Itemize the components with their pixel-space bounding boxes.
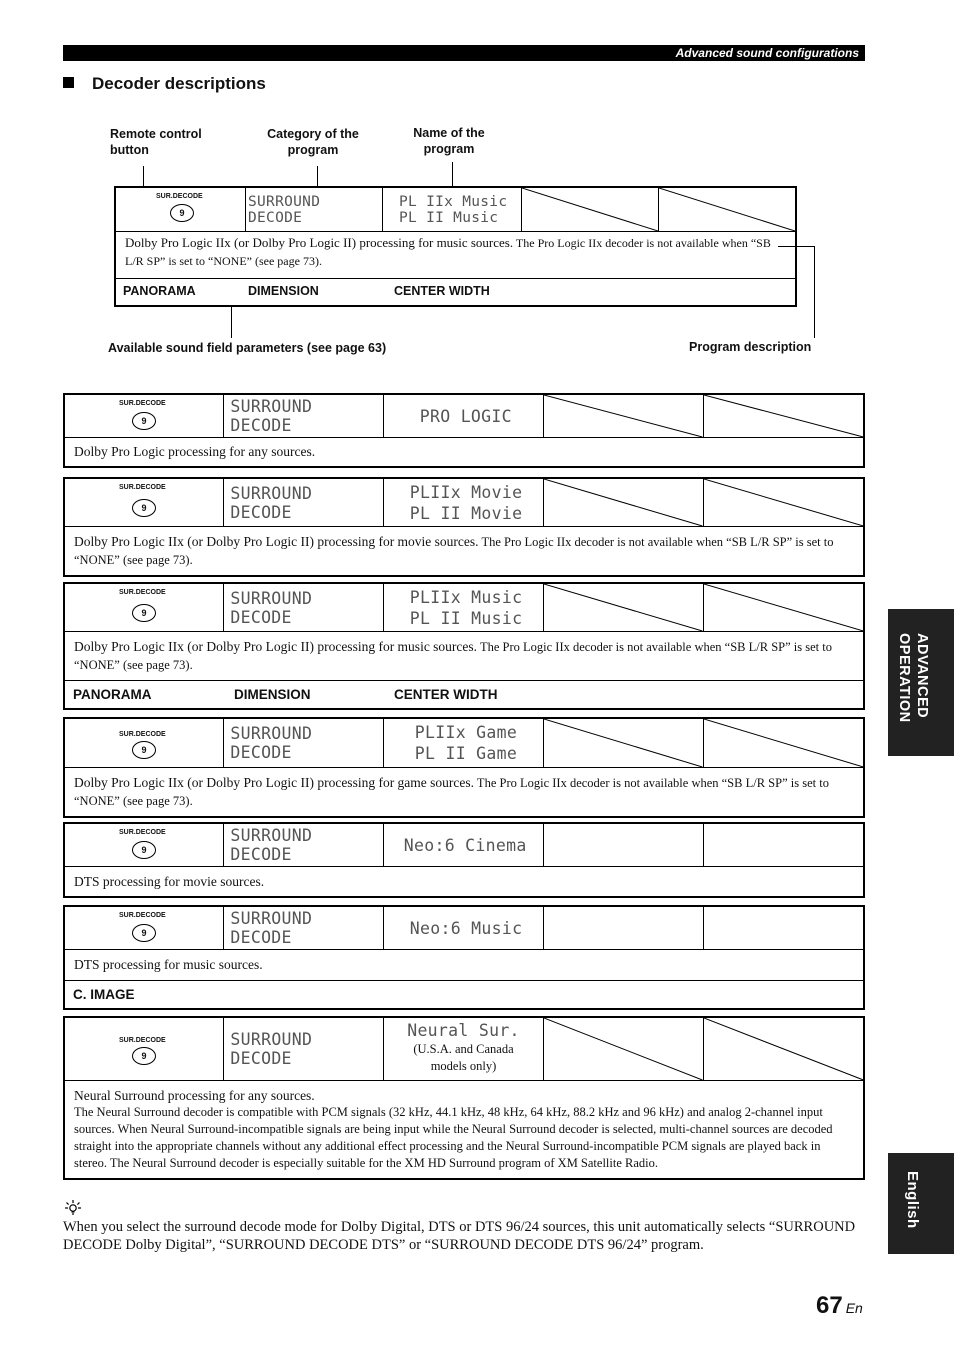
legend-description: Dolby Pro Logic IIx (or Dolby Pro Logic II) processing for music sources. The Pro Logic IIx decoder is not available when “SB L/R SP” is set to “NONE” (see page 73). — [125, 235, 771, 268]
category-cell: SURROUND DECODE — [224, 1018, 383, 1080]
program-params — [65, 680, 863, 708]
program-neo6-cinema — [63, 822, 865, 898]
program-name-line1: PRO LOGIC — [419, 406, 512, 426]
program-description: Dolby Pro Logic IIx (or Dolby Pro Logic II) processing for game sources. The Pro Logic IIx decoder is not available when “SB L/R SP” is set to “NONE” (see page 73). — [74, 775, 829, 808]
program-name-line1: PLIIx Movie — [409, 482, 523, 502]
program-pliix-game — [63, 717, 865, 818]
param-dimension: DIMENSION — [234, 687, 311, 702]
button-label: SUR.DECODE — [119, 912, 166, 919]
leader-line — [143, 166, 144, 186]
program-neural-surround — [63, 1016, 865, 1180]
button-cell — [65, 907, 224, 949]
leader-line — [231, 306, 232, 338]
category-cell: SURROUND DECODE — [246, 188, 383, 231]
program-neo6-music — [63, 905, 865, 1010]
section-header: Advanced sound configurations — [675, 46, 859, 60]
name-cell — [384, 824, 544, 866]
button-label: SUR.DECODE — [119, 484, 166, 491]
program-name-line1: PLIIx Game — [414, 723, 518, 742]
name-cell — [384, 719, 544, 767]
tip-text: When you select the surround decode mode for Dolby Digital, DTS or DTS 96/24 sources, this unit automatically selects “SURROUND DECODE Dolby Digital”, “SURROUND DECODE DTS” or “SURROUND DECODE DTS 96/24” program. — [63, 1219, 856, 1253]
blank-cell — [704, 907, 863, 949]
button-cell — [65, 1018, 224, 1080]
name-cell — [384, 584, 544, 631]
legend-example — [114, 186, 797, 307]
blank-cell — [704, 479, 863, 526]
program-name-line1: PL IIx Music — [399, 193, 508, 210]
sur-decode-button: 9 — [170, 204, 194, 222]
side-tab-language: English — [904, 1171, 921, 1229]
button-label: SUR.DECODE — [119, 829, 166, 836]
side-tab-advanced-operation — [888, 609, 954, 756]
page-number: 67 En — [816, 1292, 863, 1319]
button-cell — [65, 584, 224, 631]
name-cell — [384, 395, 545, 437]
sur-decode-button: 9 — [132, 924, 156, 942]
header-bar — [63, 45, 865, 61]
blank-cell — [704, 719, 863, 767]
sur-decode-button: 9 — [132, 499, 156, 517]
sur-decode-button: 9 — [132, 412, 156, 430]
blank-cell — [544, 479, 703, 526]
leader-line — [317, 166, 318, 186]
param-center-width: CENTER WIDTH — [394, 284, 490, 298]
button-label: SUR.DECODE — [156, 193, 203, 200]
sur-decode-button: 9 — [132, 604, 156, 622]
blank-cell — [544, 584, 703, 631]
param-panorama: PANORAMA — [73, 687, 152, 702]
square-bullet-icon — [63, 77, 74, 88]
category-cell: SURROUND DECODE — [224, 719, 383, 767]
name-cell — [384, 907, 544, 949]
category-cell: SURROUND DECODE — [224, 824, 383, 866]
blank-cell — [704, 395, 863, 437]
param-c-image: C. IMAGE — [73, 987, 135, 1002]
button-label: SUR.DECODE — [119, 589, 166, 596]
button-cell — [116, 188, 246, 231]
program-description: DTS processing for movie sources. — [74, 874, 265, 889]
sur-decode-button: 9 — [132, 741, 156, 759]
program-pliix-movie — [63, 477, 865, 577]
program-name-line1: PLIIx Music — [409, 587, 523, 607]
program-pro-logic — [63, 393, 865, 468]
legend-label-remote: Remote control button — [110, 127, 202, 157]
button-label: SUR.DECODE — [119, 731, 166, 738]
blank-cell — [544, 824, 703, 866]
legend-label-description: Program description — [689, 340, 812, 354]
legend-label-params: Available sound field parameters (see page 63) — [108, 341, 387, 355]
param-panorama: PANORAMA — [123, 284, 196, 298]
sur-decode-button: 9 — [132, 841, 156, 859]
program-description: Neural Surround processing for any sources. The Neural Surround decoder is compatible with PCM signals (32 kHz, 44.1 kHz, 48 kHz, 64 kHz, 88.2 kHz and 96 kHz) and analog 2-channel input sources. When Neural Surround-incompatible signals are being input while the Neural Surround decoder is selected, multi-channel sources are decoded straight into the appropriate channels without any additional effect processing and the Neural Surround-incompatible PCM signals are played back in stereo. The Neural Surround decoder is especially suitable for the XM HD Surround program of XM Satellite Radio. — [74, 1088, 833, 1170]
button-cell — [65, 719, 224, 767]
category-cell: SURROUND DECODE — [224, 479, 383, 526]
blank-cell — [704, 584, 863, 631]
program-name-line1: Neural Sur. — [407, 1021, 520, 1040]
side-tab-line1: ADVANCED — [914, 633, 930, 719]
leader-line — [452, 162, 453, 186]
name-cell — [383, 188, 522, 231]
program-name-line1: Neo:6 Music — [409, 918, 523, 938]
blank-cell — [544, 1018, 703, 1080]
button-cell — [65, 479, 224, 526]
category-cell: SURROUND DECODE — [224, 395, 383, 437]
button-cell — [65, 395, 224, 437]
program-name-line2: PL II Music — [399, 209, 499, 226]
param-center-width: CENTER WIDTH — [394, 687, 498, 702]
button-cell — [65, 824, 224, 866]
program-name-line1: Neo:6 Cinema — [403, 835, 527, 855]
side-tab-line2: OPERATION — [896, 633, 912, 723]
button-label: SUR.DECODE — [119, 1037, 166, 1044]
blank-cell — [522, 188, 659, 231]
blank-cell — [544, 719, 703, 767]
name-cell — [384, 1018, 544, 1080]
program-description: Dolby Pro Logic IIx (or Dolby Pro Logic II) processing for movie sources. The Pro Logic IIx decoder is not available when “SB L/R SP” is set to “NONE” (see page 73). — [74, 534, 834, 567]
blank-cell — [544, 395, 703, 437]
legend-label-category: Category of the program — [267, 127, 359, 157]
sur-decode-button: 9 — [132, 1047, 156, 1065]
program-description: Dolby Pro Logic IIx (or Dolby Pro Logic II) processing for music sources. The Pro Logic IIx decoder is not available when “SB L/R SP” is set to “NONE” (see page 73). — [74, 639, 832, 672]
program-name-line2: PL II Movie — [409, 503, 523, 523]
category-cell: SURROUND DECODE — [224, 584, 383, 631]
program-description: DTS processing for music sources. — [74, 957, 263, 972]
program-name-line2: PL II Game — [414, 744, 518, 763]
blank-cell — [544, 907, 703, 949]
blank-cell — [704, 1018, 863, 1080]
legend-label-name: Name of the program — [413, 126, 485, 156]
program-pliix-music — [63, 582, 865, 710]
legend-params — [116, 278, 795, 305]
side-tab-english — [888, 1153, 954, 1254]
program-description: Dolby Pro Logic processing for any sources. — [74, 444, 316, 459]
program-params — [65, 980, 863, 1008]
blank-cell — [659, 188, 795, 231]
model-note: (U.S.A. and Canada models only) — [413, 1042, 514, 1073]
category-cell: SURROUND DECODE — [224, 907, 383, 949]
button-label: SUR.DECODE — [119, 400, 166, 407]
name-cell — [384, 479, 544, 526]
page-title: Decoder descriptions — [63, 74, 266, 94]
lightbulb-icon — [63, 1198, 83, 1218]
leader-line — [814, 246, 815, 338]
param-dimension: DIMENSION — [248, 284, 319, 298]
blank-cell — [704, 824, 863, 866]
program-name-line2: PL II Music — [409, 608, 523, 628]
